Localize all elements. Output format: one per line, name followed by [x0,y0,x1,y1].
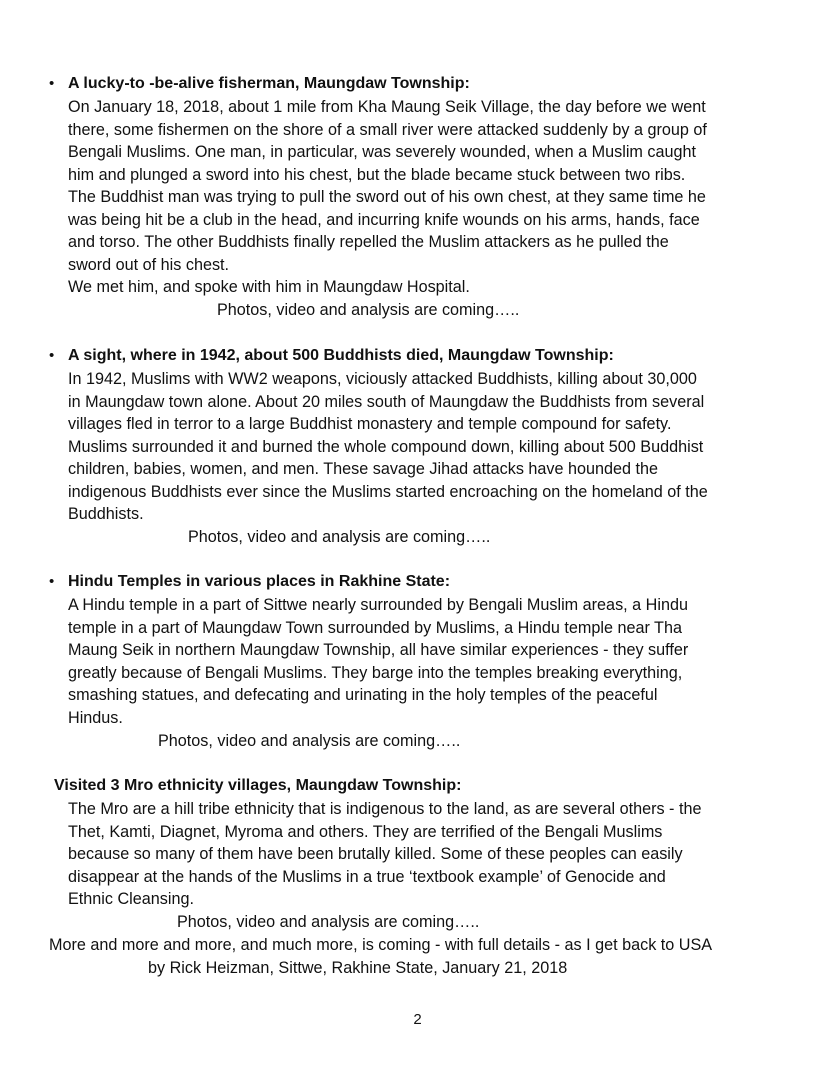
body-line: On January 18, 2018, about 1 mile from Kha Maung Seik Village, the day before we went [68,98,706,116]
body-line: Hindus. [68,708,123,727]
body-line: The Mro are a hill tribe ethnicity that is indigenous to the land, as are several others - the [68,800,702,818]
body-line: Thet, Kamti, Diagnet, Myroma and others. They are terrified of the Bengali Muslims [68,822,663,841]
body-line: temple in a part of Maungdaw Town surrounded by Muslims, a Hindu temple near Tha [68,618,682,637]
section-body [68,96,707,299]
body-line: was being hit be a club in the head, and incurring knife wounds on his arms, hands, face [68,210,700,229]
body-line: disappear at the hands of the Muslims in a true ‘textbook example’ of Genocide and [68,867,666,886]
bullet-marker: • [49,573,55,590]
section-body [68,594,688,729]
body-line: smashing statues, and defecating and urinating in the holy temples of the peaceful [68,686,658,704]
body-line: indigenous Buddhists ever since the Muslims started encroaching on the homeland of the [68,482,708,501]
body-line: Muslims surrounded it and burned the whole compound down, killing about 500 Buddhist [68,437,704,456]
body-line: Maung Seik in northern Maungdaw Township, all have similar experiences - they suffer [68,641,689,659]
bullet-marker: • [49,347,55,364]
page-number: 2 [413,1011,422,1028]
coming-soon-note: Photos, video and analysis are coming….. [177,913,480,931]
body-line: villages fled in terror to a large Buddhist monastery and temple compound for safety. [68,415,672,433]
body-line: there, some fishermen on the shore of a small river were attacked suddenly by a group of [68,120,707,139]
section-body [68,368,708,526]
body-line: in Maungdaw town alone. About 20 miles south of Maungdaw the Buddhists from several [68,392,705,411]
section-body [68,798,701,911]
bullet-marker: • [49,75,55,92]
body-line: In 1942, Muslims with WW2 weapons, viciously attacked Buddhists, killing about 30,000 [68,370,697,388]
section-heading: A lucky-to -be-alive fisherman, Maungdaw Township: [68,75,470,92]
coming-soon-note: Photos, video and analysis are coming….. [217,301,520,319]
section-heading: A sight, where in 1942, about 500 Buddhists died, Maungdaw Township: [68,347,614,364]
body-line: him and plunged a sword into his chest, but the blade became stuck between two ribs. [68,165,686,184]
body-line: children, babies, women, and men. These savage Jihad attacks have hounded the [68,460,659,478]
body-line: A Hindu temple in a part of Sittwe nearly surrounded by Bengali Muslim areas, a Hindu [68,596,688,614]
body-line: sword out of his chest. [68,255,230,274]
coming-soon-note: Photos, video and analysis are coming….. [158,732,461,750]
body-line: Ethnic Cleansing. [68,890,194,908]
body-line: Buddhists. [68,505,144,523]
closing-statement: More and more and more, and much more, is coming - with full details - as I get back to USA [49,936,713,954]
coming-soon-note: Photos, video and analysis are coming….. [188,528,491,546]
body-line: greatly because of Bengali Muslims. They barge into the temples breaking everything, [68,663,683,682]
body-line: Bengali Muslims. One man, in particular, was severely wounded, when a Muslim caught [68,143,697,161]
body-line: We met him, and spoke with him in Maungdaw Hospital. [68,278,470,296]
body-line: and torso. The other Buddhists finally repelled the Muslim attackers as he pulled the [68,233,669,251]
section-heading: Visited 3 Mro ethnicity villages, Maungdaw Township: [54,777,462,794]
body-line: because so many of them have been brutally killed. Some of these peoples can easily [68,845,683,863]
body-line: The Buddhist man was trying to pull the sword out of his own chest, at they same time he [68,188,706,206]
section-heading: Hindu Temples in various places in Rakhine State: [68,573,451,590]
author-signature-line: by Rick Heizman, Sittwe, Rakhine State, January 21, 2018 [148,959,568,977]
